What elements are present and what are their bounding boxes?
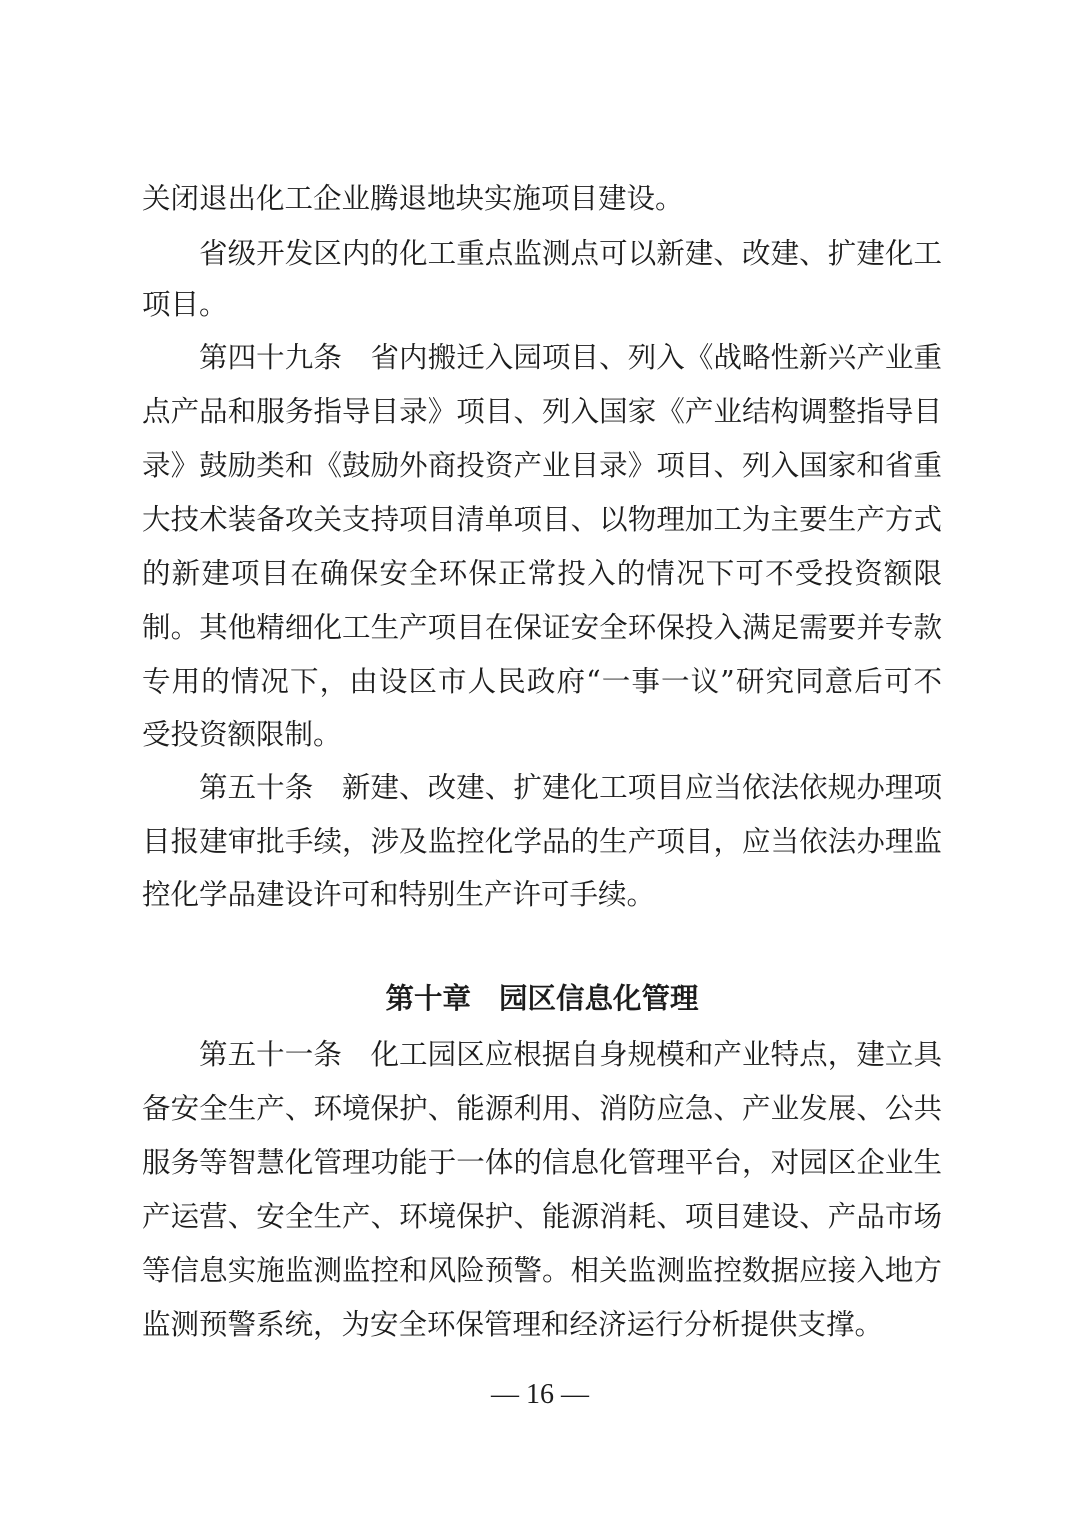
text-line: 监测预警系统，为安全环保管理和经济运行分析提供支撑。 — [142, 1308, 884, 1341]
text-line: 项目。 — [142, 288, 228, 321]
text-line: 备安全生产、环境保护、能源利用、消防应急、产业发展、公共 — [142, 1092, 942, 1125]
text-line: 制。其他精细化工生产项目在保证安全环保投入满足需要并专款 — [142, 611, 942, 644]
chapter-number: 第十章 — [385, 982, 471, 1015]
article-50-first-line: 第五十条 新建、改建、扩建化工项目应当依法依规办理项 — [199, 771, 942, 804]
text-line: 等信息实施监测监控和风险预警。相关监测监控数据应接入地方 — [142, 1254, 942, 1287]
chapter-heading — [142, 970, 942, 1028]
text-line: 大技术装备攻关支持项目清单项目、以物理加工为主要生产方式 — [142, 503, 942, 536]
text-line: 录》鼓励类和《鼓励外商投资产业目录》项目、列入国家和省重 — [142, 449, 942, 482]
text-line: 产运营、安全生产、环境保护、能源消耗、项目建设、产品市场 — [142, 1200, 942, 1233]
text-line: 服务等智慧化管理功能于一体的信息化管理平台，对园区企业生 — [142, 1146, 942, 1179]
text-line: 目报建审批手续，涉及监控化学品的生产项目，应当依法办理监 — [142, 825, 942, 858]
text-line: 控化学品建设许可和特别生产许可手续。 — [142, 878, 656, 911]
article-49-first-line: 第四十九条 省内搬迁入园项目、列入《战略性新兴产业重 — [199, 341, 942, 374]
chapter-title: 园区信息化管理 — [499, 982, 699, 1015]
text-line: 受投资额限制。 — [142, 718, 342, 751]
text-line: 的新建项目在确保安全环保正常投入的情况下可不受投资额限 — [142, 557, 942, 590]
page-number: — 16 — — [491, 1379, 589, 1410]
text-line: 关闭退出化工企业腾退地块实施项目建设。 — [142, 182, 684, 215]
article-51-first-line: 第五十一条 化工园区应根据自身规模和产业特点，建立具 — [199, 1038, 942, 1071]
text-line: 省级开发区内的化工重点监测点可以新建、改建、扩建化工 — [199, 237, 942, 270]
text-line: 点产品和服务指导目录》项目、列入国家《产业结构调整指导目 — [142, 395, 942, 428]
text-line: 专用的情况下，由设区市人民政府“一事一议”研究同意后可不 — [142, 665, 942, 698]
